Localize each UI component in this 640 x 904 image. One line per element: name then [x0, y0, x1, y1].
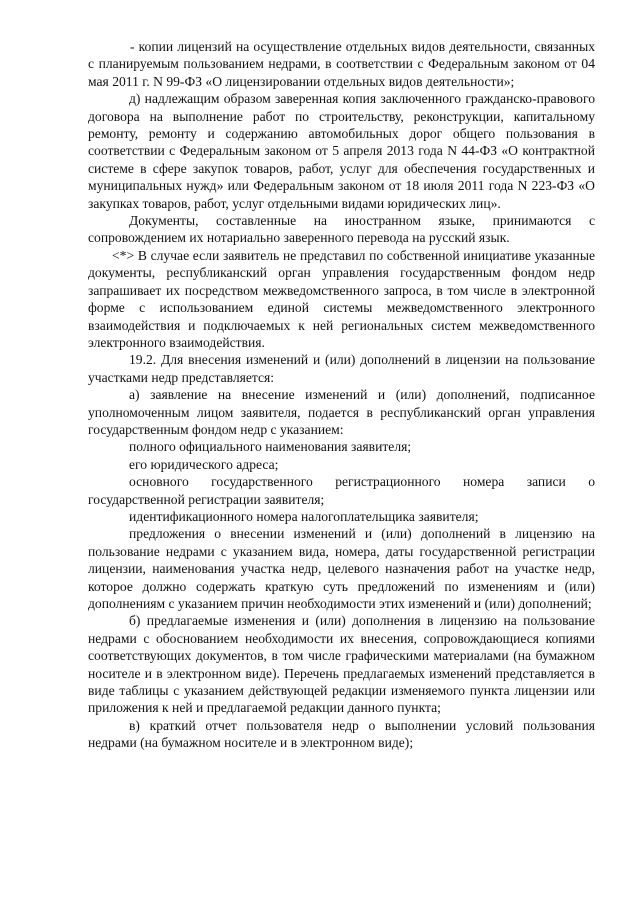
paragraph-a-application: а) заявление на внесение изменений и (или) дополнений, подписанное уполномоченным лицом заявителя, подается в республиканский орган управления государственным фондом недр с указанием: [88, 387, 595, 437]
paragraph-ogrn: основного государственного регистрационного номера записи о государственной регистрации заявителя; [88, 474, 595, 507]
paragraph-license-copies: - копии лицензий на осуществление отдельных видов деятельности, связанных с планируемым пользованием недрами, в соответствии с Федеральным законом от 04 мая 2011 г. N 99-ФЗ «О лицензировании отдельных видов деятельности»; [88, 39, 595, 89]
paragraph-inn: идентификационного номера налогоплательщика заявителя; [129, 508, 479, 524]
paragraph-19-2-heading: 19.2. Для внесения изменений и (или) дополнений в лицензии на пользование участками недр представляется: [88, 352, 595, 385]
paragraph-proposals: предложения о внесении изменений и (или) дополнений в лицензию на пользование недрами с указанием вида, номера, даты государственной регистрации лицензии, наименования участка недр, целевого назначения работ на участке недр, которое должно содержать краткую суть предложений по изменениям и (или) дополнениям с указанием причин необходимости этих изменений и (или) дополнений; [88, 526, 595, 611]
document-page [88, 38, 595, 752]
paragraph-foreign-documents: Документы, составленные на иностранном языке, принимаются с сопровождением их нотариально заверенного перевода на русский язык. [88, 213, 595, 246]
paragraph-b-proposed-changes: б) предлагаемые изменения и (или) дополнения в лицензию на пользование недрами с обоснованием необходимости их внесения, сопровождающиеся копиями соответствующих документов, в том числе графическими материалами (на бумажном носителе и в электронном виде). Перечень предлагаемых изменений представляется в виде таблицы с указанием действующей редакции изменяемого пункта лицензии или приложения к ней и предлагаемой редакции данного пункта; [88, 613, 595, 716]
paragraph-legal-address: его юридического адреса; [129, 456, 279, 472]
paragraph-footnote-interagency: <*> В случае если заявитель не представил по собственной инициативе указанные документы, республиканский орган управления государственным фондом недр запрашивает их посредством межведомственного запроса, в том числе в электронной форме с использованием единой системы межведомственного электронного взаимодействия и подключаемых к ней региональных систем межведомственного электронного взаимодействия. [88, 247, 595, 350]
paragraph-full-name: полного официального наименования заявителя; [129, 439, 412, 455]
paragraph-v-brief-report: в) краткий отчет пользователя недр о выполнении условий пользования недрами (на бумажном носителе и в электронном виде); [88, 717, 595, 751]
paragraph-d-contract-copy: д) надлежащим образом заверенная копия заключенного гражданско-правового договора на выполнение работ по строительству, реконструкции, капитальному ремонту, ремонту и содержанию автомобильных дорог общего пользования в соответствии с Федеральным законом от 5 апреля 2013 года N 44-ФЗ «О контрактной системе в сфере закупок товаров, работ, услуг для обеспечения государственных и муниципальных нужд» или Федеральным законом от 18 июля 2011 года N 223-ФЗ «О закупках товаров, работ, услуг отдельными видами юридических лиц». [88, 91, 595, 211]
